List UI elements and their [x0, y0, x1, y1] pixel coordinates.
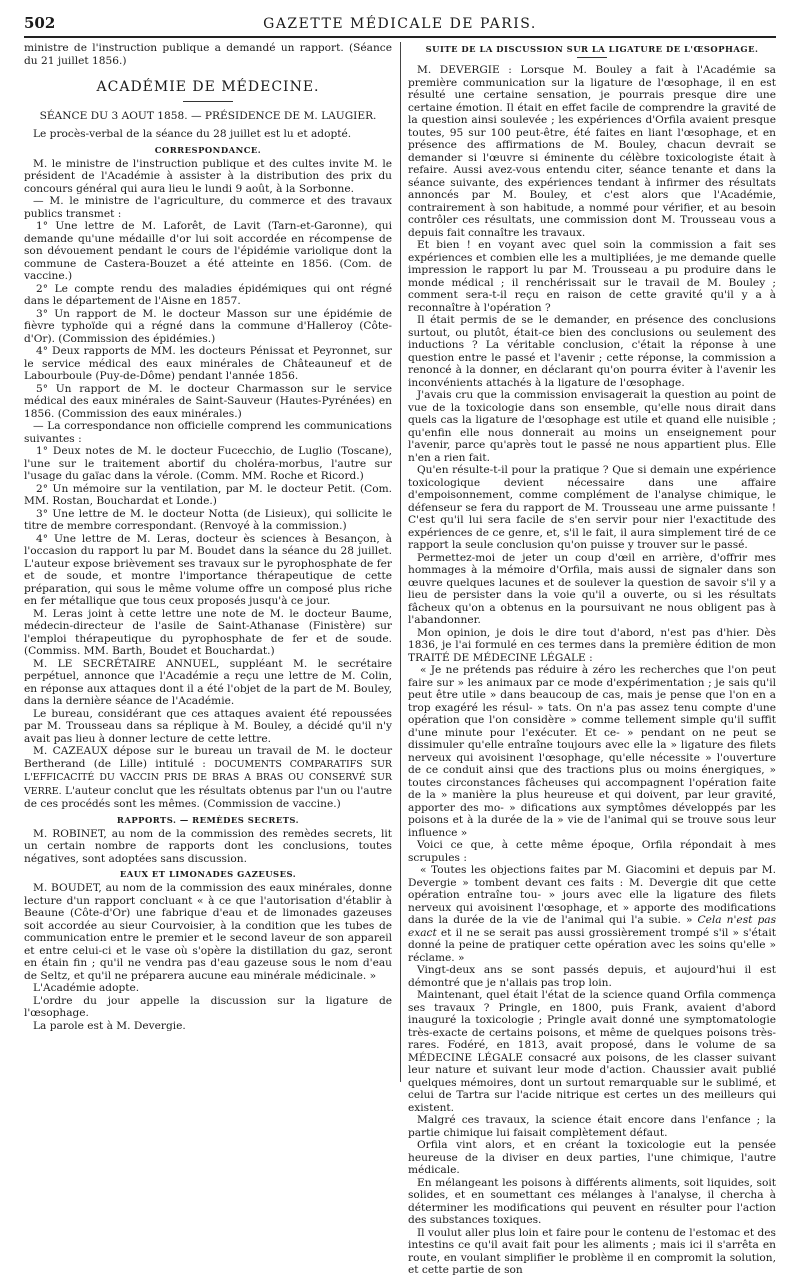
correspondence-item: 1° Une lettre de M. Laforêt, de Lavit (Tarn-et-Garonne), qui demande qu'une médaille d'or lui soit accordée en récompense de son dévouement pendant le cours de l'épidémie variolique dont la commune de Castera-Bouzet a été atteinte en 1856. (Com. de vaccine.) [24, 220, 392, 282]
paragraph-text: Lorsque M. Bouley a fait à l'Académie sa première communication sur la ligature de l'œsophage, il en est résulté une certaine sensation, je pourrais presque dire une certaine émotion. Il était en effet facile de comprendre la gravité de la question ainsi soulevée ; les expériences d'Orfila avaient presque toutes, 95 sur 100 peut-être, été faites en liant l'œsophage, et en présence des affirmations de M. Bouley, chacun devrait se demander si l'œuvre si éminente du célèbre toxicologiste était à refaire. Aussi avez-vous entendu citer, séance tenante et dans la séance suivante, des expériences tendant à infirmer des résultats annoncés par M. Bouley, et c'est alors que l'Académie, contrairement à son habitude, a nommé pour vérifier, et au besoin contrôler ces résultats, une commission dont M. Trousseau vous a depuis fait connaître les travaux. [408, 64, 776, 239]
speaker-name: M. ROBINET, [33, 827, 107, 840]
intro-paragraph: ministre de l'instruction publique a demandé un rapport. (Séance du 21 juillet 1856.) [24, 42, 392, 67]
body-paragraph: J'avais cru que la commission envisagerait la question au point de vue de la toxicologie dans son ensemble, qu'elle nous dirait dans quels cas la ligature de l'œsophage est utile et quand elle nuisible ; qu'enfin elle nous donnerait au moins un enseignement pour l'avenir, parce qu'après tout le passé ne nous appartient plus. Elle n'en a rien fait. [408, 389, 776, 464]
document-title: DOCUMENTS COMPARATIFS SUR L'EFFICACITÉ DU VACCIN PRIS DE BRAS A BRAS OU CONSERVÉ SUR VERRE. [24, 758, 392, 797]
page-header [24, 6, 776, 38]
session-heading: SÉANCE DU 3 AOUT 1858. — PRÉSIDENCE DE M. LAUGIER. [39, 110, 377, 122]
eaux-heading: EAUX ET LIMONADES GAZEUSES. [119, 869, 297, 879]
correspondence-item: 2° Un mémoire sur la ventilation, par M. le docteur Petit. (Com. MM. Rostan, Bouchardat et Londe.) [24, 482, 392, 507]
opinion-paragraph [408, 627, 776, 665]
correspondence-item: 4° Deux rapports de MM. les docteurs Pénissat et Peyronnet, sur le service médical des eaux minérales de Châteauneuf et de Labourboule (Puy-de-Dôme) pendant l'année 1856. [24, 345, 392, 382]
paragraph-text: au nom de la commission des remèdes secrets, lit un certain nombre de rapports dont les conclusions, toutes négatives, sont adoptées sans discussion. [24, 827, 393, 865]
secretaire-paragraph [24, 658, 392, 708]
right-column [408, 42, 777, 1276]
correspondence-heading: CORRESPONDANCE. [154, 144, 262, 155]
paragraph-text: au nom de la commission des eaux minérales, donne lecture d'un rapport concluant « à ce que l'autorisation d'établir à Beaune (Côte-d'Or) une fabrique d'eau et de limonades gazeuses soit accordée au sieur Courvoisier, à la condition que les tubes de communication entre le premier et le second laveur de son appareil et entre celui-ci et le vase où s'opère la distillation du gaz, seront en étain fin ; qu'il ne vendra pas d'eau gazeuse sous le nom d'eau de Seltz, et qu'il ne préparera aucune eau minérale médicinale. » [24, 882, 392, 982]
correspondence-item: 4° Une lettre de M. Leras, docteur ès sciences à Besançon, à l'occasion du rapport lu par M. Boudet dans la séance du 28 juillet. L'auteur expose brièvement ses travaux sur le pyrophosphate de fer et de soude, et montre l'importance thérapeutique de cette préparation, qui sous le même volume offre un composé plus riche en fer métallique que tous ceux proposés jusqu'à ce jour. [24, 532, 392, 607]
academy-heading: ACADÉMIE DE MÉDECINE. [96, 79, 320, 95]
body-paragraph: Malgré ces travaux, la science était encore dans l'enfance ; la partie chimique lui faisait complètement défaut. [408, 1114, 776, 1139]
leras-paragraph: M. Leras joint à cette lettre une note de M. le docteur Baume, médecin-directeur de l'asile de Saint-Athanase (Finistère) sur l'emploi thérapeutique du pyrophosphate de fer et de soude. (Commiss. MM. Barth, Boudet et Bouchardat.) [24, 607, 392, 657]
speaker-name: M. BOUDET, [33, 882, 102, 894]
boudet-paragraph [24, 882, 392, 982]
column-divider [400, 42, 401, 1082]
paragraph-text: dépose sur le bureau un travail de M. le docteur Bertherand (de Lille) intitulé : [24, 745, 393, 770]
correspondence-item: 5° Un rapport de M. le docteur Charmasson sur le service médical des eaux minérales de Saint-Sauveur (Hautes-Pyrénées) en 1856. (Commission des eaux minérales.) [24, 382, 392, 420]
body-paragraph: Voici ce que, à cette même époque, Orfila répondait à mes scrupules : [408, 839, 776, 864]
correspondence-item: 3° Une lettre de M. le docteur Notta (de Lisieux), qui sollicite le titre de membre correspondant. (Renvoyé à la commission.) [24, 507, 392, 532]
book-title: TRAITÉ DE MÉDECINE LÉGALE [408, 651, 586, 664]
heading-rule [577, 57, 607, 58]
body-paragraph: Et bien ! en voyant avec quel soin la commission a fait ses expériences et combien elle les a multipliées, je me demande quelle impression le rapport lu par M. Trousseau a pu produire dans le monde médical ; il renchérissait sur le travail de M. Bouley ; comment sera-t-il reçu en raison de cette gravité qu'il y a à reconnaître à l'opération ? [408, 239, 776, 314]
bureau-paragraph: Le bureau, considérant que ces attaques avaient été repoussées par M. Trousseau dans sa réplique à M. Bouley, a décidé qu'il n'y avait pas lieu à donner lecture de cette lettre. [24, 707, 392, 745]
parole-paragraph: La parole est à M. Devergie. [33, 1019, 186, 1032]
adopte-paragraph: L'Académie adopte. [33, 982, 140, 994]
quote-text: « Toutes les objections faites par M. Giacomini et depuis par M. Devergie » tombent devant ces faits : M. Devergie dit que cette opération entraîne tou- » jours avec elle la ligature des filets nerveux qui avoisinent l'œsophage, et » apporte des modifications dans la durée de la vie de l'animal qui l'a subie. » [408, 864, 776, 926]
body-paragraph: Vingt-deux ans se sont passés depuis, et aujourd'hui il est démontré que je n'allais pas trop loin. [408, 964, 776, 989]
body-paragraph: Orfila vint alors, et en créant la toxicologie eut la pensée heureuse de la diviser en deux parties, l'une chimique, l'autre médicale. [408, 1139, 776, 1176]
correspondence-paragraph: — M. le ministre de l'agriculture, du commerce et des travaux publics transmet : [24, 195, 392, 220]
quote-emphasis: Cela n'est pas exact [408, 914, 777, 939]
ordre-paragraph: L'ordre du jour appelle la discussion sur la ligature de l'œsophage. [24, 994, 392, 1019]
speaker-name: M. DEVERGIE : [417, 64, 512, 76]
discussion-heading: SUITE DE LA DISCUSSION SUR LA LIGATURE DE L'ŒSOPHAGE. [425, 44, 759, 54]
body-paragraph: Maintenant, quel était l'état de la science quand Orfila commença ses travaux ? Pringle, en 1800, puis Frank, avaient d'abord inauguré la toxicologie ; Pringle avait donné une symptomatologie très-exacte de certains poisons, et même de quelques poisons très-rares. Fodéré, en 1813, avait proposé, dans le volume de sa MÉDECINE LÉGALE consacré aux poisons, de les classer suivant leur nature et suivant leur mode d'action. Chaussier avait publié quelques mémoires, dont un surtout remarquable sur le sublimé, et celui de Tartra sur l'acide nitrique est certes un des meilleurs qui existent. [408, 989, 776, 1114]
paragraph-text: L'auteur conclut que les résultats obtenus par l'un ou l'autre de ces procédés sont les mêmes. (Commission de vaccine.) [24, 784, 392, 810]
devergie-paragraph [408, 64, 776, 239]
cazeaux-paragraph [24, 745, 392, 811]
correspondence-item: 1° Deux notes de M. le docteur Fucecchio, de Luglio (Toscane), l'une sur le traitement abortif du choléra-morbus, l'autre sur l'usage du gaïac dans la vérole. (Comm. MM. Roche et Ricord.) [24, 445, 392, 482]
paragraph-text: : [585, 651, 593, 664]
minutes-paragraph: Le procès-verbal de la séance du 28 juillet est lu et adopté. [33, 128, 352, 140]
heading-rule [183, 101, 233, 102]
body-paragraph: En mélangeant les poisons à différents aliments, soit liquides, soit solides, et en soumettant ces mélanges à l'analyse, il chercha à déterminer les modifications qui peuvent en résulter pour l'action des substances toxiques. [408, 1176, 776, 1226]
paragraph-text: Mon opinion, je dois le dire tout d'abord, n'est pas d'hier. Dès 1836, je l'ai formulé en ces termes dans la première édition de mon [408, 626, 776, 651]
correspondence-item: 2° Le compte rendu des maladies épidémiques qui ont régné dans le département de l'Aisne en 1857. [24, 282, 392, 307]
speaker-name: M. CAZEAUX [33, 745, 108, 757]
page-number: 502 [24, 14, 56, 32]
body-paragraph: Il voulut aller plus loin et faire pour le contenu de l'estomac et des intestins ce qu'il avait fait pour les aliments ; mais ici il s'arrêta en route, en voulant simplifier le problème il en compromit la solution, et cette partie de son [408, 1226, 776, 1276]
body-paragraph: Qu'en résulte-t-il pour la pratique ? Que si demain une expérience toxicologique devient nécessaire dans une affaire d'empoisonnement, comme complément de l'analyse chimique, le défenseur se fera du rapport de M. Trousseau une arme puissante ! C'est qu'il lui sera facile de s'en servir pour nier l'exactitude des expériences de ce genre, et, s'il le fait, il aura simplement tiré de ce rapport la seule conclusion qu'on puisse y trouver sur le passé. [408, 464, 776, 551]
correspondence-paragraph: M. le ministre de l'instruction publique et des cultes invite M. le président de l'Académie à assister à la distribution des prix du concours général qui aura lieu le lundi 9 août, à la Sorbonne. [24, 157, 392, 195]
rapports-heading: RAPPORTS. — REMÈDES SECRETS. [116, 814, 300, 825]
robinet-paragraph [24, 828, 392, 866]
correspondence-paragraph: — La correspondance non officielle comprend les communications suivantes : [24, 420, 392, 445]
quote-text: et il ne se serait pas aussi grossièrement trompé s'il » s'était donné la peine de pratiquer cette opération avec les soins qu'elle » réclame. » [408, 926, 776, 964]
speaker-name: M. LE SECRÉTAIRE ANNUEL, [33, 657, 220, 670]
quote-paragraph: « Je ne prétends pas réduire à zéro les recherches que l'on peut faire sur » les animaux par ce mode d'expérimentation ; je sais qu'il peut être utile » dans beaucoup de cas, mais je pense que l'on en a trop exagéré les résul- » tats. On n'a pas assez tenu compte d'une opération que l'on considère » comme tellement simple qu'il suffit d'une minute pour l'exécuter. Et ce- » pendant on ne peut se dissimuler qu'elle entraîne toujours avec elle la » ligature des filets nerveux qui avoisinent l'œsophage, qu'elle nécessite » l'ouverture de ce conduit ainsi que des tractions plus ou moins énergiques, » toutes circonstances fâcheuses qui accompagnent l'opération faite de la » manière la plus heureuse et qui doivent, par leur gravité, apporter des mo- » difications aux symptômes développés par les poisons et à la durée de la » vie de l'animal qui se trouve sous leur influence » [408, 664, 776, 839]
body-paragraph: Permettez-moi de jeter un coup d'œil en arrière, d'offrir mes hommages à la mémoire d'Orfila, mais aussi de signaler dans son œuvre quelques lacunes et de soulever la question de savoir s'il y a lieu de persister dans la voie qu'il a ouverte, ou si les résultats fâcheux qu'on a obtenus en la poursuivant ne nous obligent pas à l'abandonner. [408, 551, 776, 626]
quote-paragraph [408, 864, 776, 964]
paragraph-text: suppléant M. le secrétaire perpétuel, annonce que l'Académie a reçu une lettre de M. Colin, en réponse aux attaques dont il a été l'objet de la part de M. Bouley, dans la dernière séance de l'Académie. [24, 657, 392, 707]
body-paragraph: Il était permis de se le demander, en présence des conclusions surtout, ou plutôt, était-ce bien des conclusions ou seulement des inductions ? La véritable conclusion, c'était la réponse à une question entre le passé et l'avenir ; cette réponse, la commission a renoncé à la donner, en déclarant qu'on pourra éviter à l'avenir les inconvénients attachés à la ligature de l'œsophage. [408, 314, 776, 389]
correspondence-item: 3° Un rapport de M. le docteur Masson sur une épidémie de fièvre typhoïde qui a régné dans la commune d'Halleroy (Côte-d'Or). (Commission des épidémies.) [24, 307, 392, 345]
journal-title: GAZETTE MÉDICALE DE PARIS. [263, 16, 537, 32]
left-column [24, 42, 392, 1084]
